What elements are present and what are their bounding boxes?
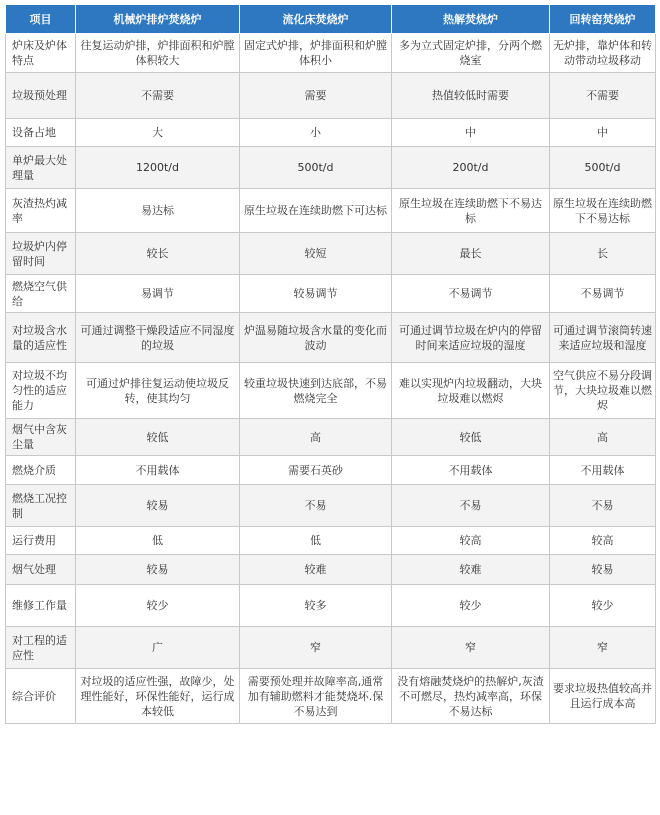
table-row	[6, 585, 656, 627]
table-cell: 不用载体	[550, 456, 656, 485]
table-cell: 较多	[240, 585, 392, 627]
row-label: 单炉最大处理量	[6, 147, 76, 189]
table-cell: 长	[550, 233, 656, 275]
row-label: 燃烧介质	[6, 456, 76, 485]
table-cell: 对垃圾的适应性强，故障少，处理性能好，环保性能好，运行成本较低	[76, 669, 240, 724]
table-row	[6, 233, 656, 275]
table-cell: 较易	[76, 485, 240, 527]
table-cell: 可通过炉排往复运动使垃圾反转，使其均匀	[76, 363, 240, 419]
table-row	[6, 275, 656, 313]
header-pyrolysis-incinerator: 热解焚烧炉	[392, 5, 550, 34]
table-cell: 较少	[392, 585, 550, 627]
table-row	[6, 456, 656, 485]
table-cell: 原生垃圾在连续助燃下可达标	[240, 189, 392, 233]
table-row	[6, 119, 656, 147]
table-cell: 较长	[76, 233, 240, 275]
table-cell: 窄	[240, 627, 392, 669]
table-cell: 要求垃圾热值较高并且运行成本高	[550, 669, 656, 724]
table-cell: 不易	[240, 485, 392, 527]
table-cell: 空气供应不易分段调节，大块垃圾难以燃烬	[550, 363, 656, 419]
header-grate-incinerator: 机械炉排炉焚烧炉	[76, 5, 240, 34]
table-row	[6, 189, 656, 233]
table-body	[6, 34, 656, 724]
table-cell: 500t/d	[550, 147, 656, 189]
table-cell: 不用载体	[392, 456, 550, 485]
table-cell: 高	[550, 419, 656, 456]
row-label: 燃烧工况控制	[6, 485, 76, 527]
table-cell: 可通过调整干燥段适应不同湿度的垃圾	[76, 313, 240, 363]
table-row	[6, 419, 656, 456]
table-row	[6, 73, 656, 119]
table-cell: 较低	[392, 419, 550, 456]
table-cell: 热值较低时需要	[392, 73, 550, 119]
table-cell: 较难	[240, 555, 392, 585]
table-cell: 较少	[76, 585, 240, 627]
header-fluidized-bed-incinerator: 流化床焚烧炉	[240, 5, 392, 34]
row-label: 灰渣热灼减率	[6, 189, 76, 233]
table-row	[6, 527, 656, 555]
row-label: 运行费用	[6, 527, 76, 555]
table-cell: 中	[392, 119, 550, 147]
table-row	[6, 669, 656, 724]
header-item: 项目	[6, 5, 76, 34]
table-cell: 没有熔融焚烧炉的热解炉,灰渣不可燃尽，热灼减率高，环保不易达标	[392, 669, 550, 724]
row-label: 对工程的适应性	[6, 627, 76, 669]
table-cell: 窄	[550, 627, 656, 669]
row-label: 对垃圾含水量的适应性	[6, 313, 76, 363]
row-label: 对垃圾不均匀性的适应能力	[6, 363, 76, 419]
table-row	[6, 147, 656, 189]
row-label: 燃烧空气供给	[6, 275, 76, 313]
table-cell: 需要预处理并故障率高,通常加有辅助燃料才能焚烧坏.保不易达到	[240, 669, 392, 724]
row-label: 炉床及炉体特点	[6, 34, 76, 73]
row-label: 设备占地	[6, 119, 76, 147]
table-cell: 需要	[240, 73, 392, 119]
table-cell: 可通过调节滚筒转速来适应垃圾和湿度	[550, 313, 656, 363]
table-cell: 不用载体	[76, 456, 240, 485]
table-row	[6, 555, 656, 585]
table-cell: 易调节	[76, 275, 240, 313]
table-row	[6, 627, 656, 669]
table-cell: 较易	[550, 555, 656, 585]
table-cell: 不易调节	[392, 275, 550, 313]
header-rotary-kiln-incinerator: 回转窑焚烧炉	[550, 5, 656, 34]
table-cell: 500t/d	[240, 147, 392, 189]
row-label: 综合评价	[6, 669, 76, 724]
table-row	[6, 363, 656, 419]
table-cell: 难以实现炉内垃圾翻动，大块垃圾难以燃烬	[392, 363, 550, 419]
table-cell: 窄	[392, 627, 550, 669]
table-cell: 小	[240, 119, 392, 147]
table-cell: 可通过调节垃圾在炉内的停留时间来适应垃圾的湿度	[392, 313, 550, 363]
table-row	[6, 34, 656, 73]
table-cell: 无炉排，靠炉体和转动带动垃圾移动	[550, 34, 656, 73]
table-cell: 较难	[392, 555, 550, 585]
table-cell: 较高	[392, 527, 550, 555]
table-cell: 低	[240, 527, 392, 555]
table-cell: 高	[240, 419, 392, 456]
table-cell: 中	[550, 119, 656, 147]
table-row	[6, 313, 656, 363]
table-cell: 最长	[392, 233, 550, 275]
table-cell: 1200t/d	[76, 147, 240, 189]
table-header-row	[6, 5, 656, 34]
table-cell: 炉温易随垃圾含水量的变化而波动	[240, 313, 392, 363]
table-cell: 多为立式固定炉排，分两个燃烧室	[392, 34, 550, 73]
table-cell: 不需要	[550, 73, 656, 119]
row-label: 维修工作量	[6, 585, 76, 627]
table-cell: 固定式炉排，炉排面积和炉膛体积小	[240, 34, 392, 73]
table-cell: 低	[76, 527, 240, 555]
table-cell: 需要石英砂	[240, 456, 392, 485]
table-cell: 不需要	[76, 73, 240, 119]
table-cell: 易达标	[76, 189, 240, 233]
table-cell: 200t/d	[392, 147, 550, 189]
table-cell: 不易	[392, 485, 550, 527]
table-cell: 往复运动炉排，炉排面积和炉膛体积较大	[76, 34, 240, 73]
table-cell: 较高	[550, 527, 656, 555]
table-cell: 较少	[550, 585, 656, 627]
row-label: 烟气中含灰尘量	[6, 419, 76, 456]
row-label: 垃圾炉内停留时间	[6, 233, 76, 275]
table-row	[6, 485, 656, 527]
table-cell: 广	[76, 627, 240, 669]
table-cell: 较短	[240, 233, 392, 275]
row-label: 垃圾预处理	[6, 73, 76, 119]
table-cell: 不易调节	[550, 275, 656, 313]
row-label: 烟气处理	[6, 555, 76, 585]
table-cell: 较低	[76, 419, 240, 456]
table-cell: 较易调节	[240, 275, 392, 313]
table-cell: 原生垃圾在连续助燃下不易达标	[392, 189, 550, 233]
table-cell: 较易	[76, 555, 240, 585]
incinerator-comparison-table	[5, 4, 656, 724]
table-cell: 较重垃圾快速到达底部，不易燃烧完全	[240, 363, 392, 419]
table-cell: 原生垃圾在连续助燃下不易达标	[550, 189, 656, 233]
table-cell: 不易	[550, 485, 656, 527]
table-cell: 大	[76, 119, 240, 147]
